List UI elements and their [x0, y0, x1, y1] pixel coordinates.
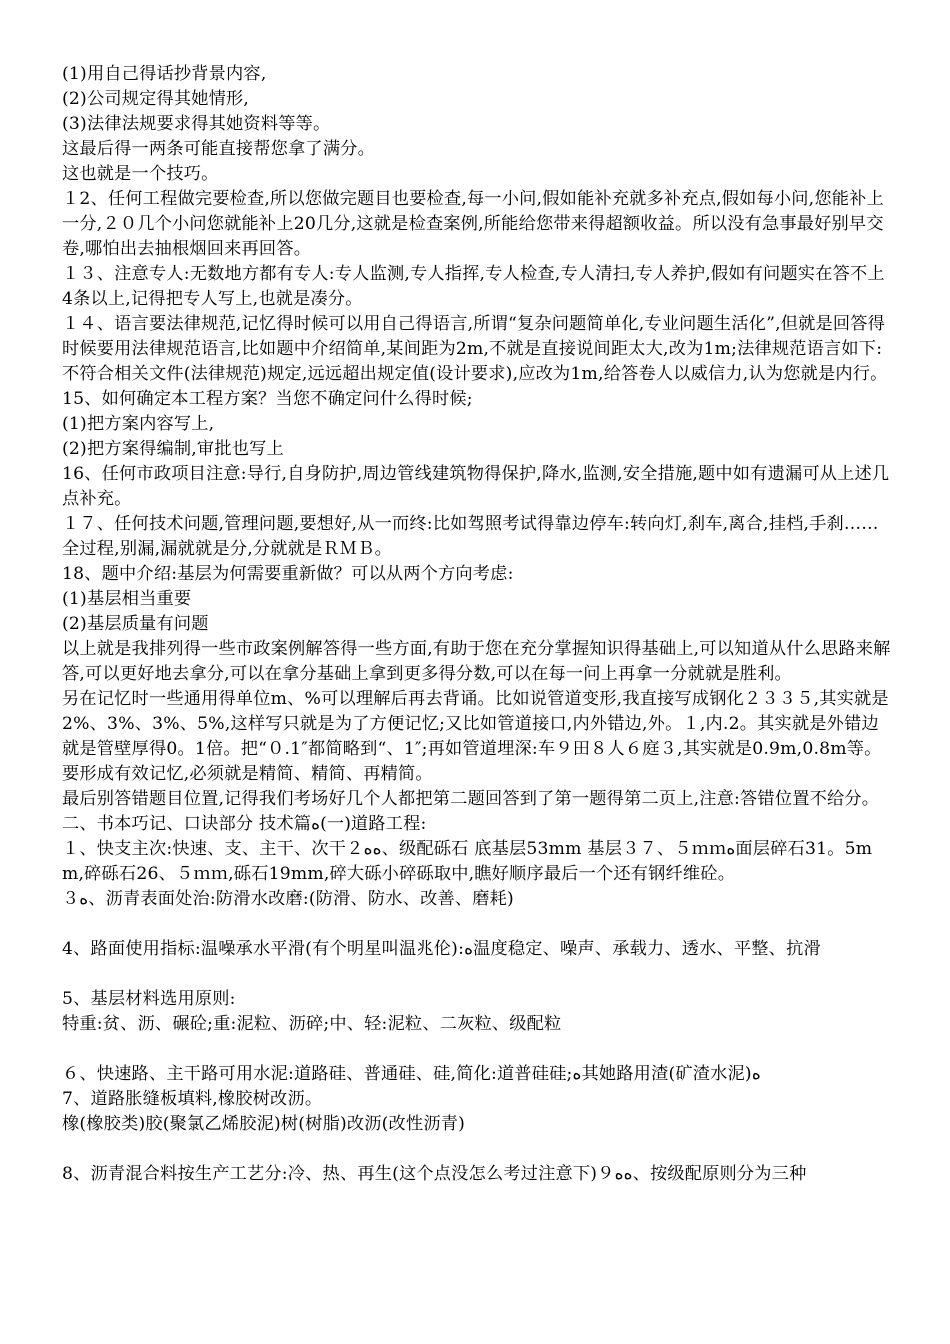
text-line: (2)公司规定得其她情形,	[62, 89, 250, 109]
paragraph-17-technical: １７、任何技术问题,管理问题,要想好,从一而终:比如驾照考试得靠边停车:转向灯,刹车,离合,挂档,手刹……全过程,别漏,漏就就是分,分就就是ＲＭＢ。	[62, 514, 879, 559]
blank-line	[62, 962, 892, 987]
paragraph-13-specialist: １３、注意专人:无数地方都有专人:专人监测,专人指挥,专人检查,专人清扫,专人养护,假如有问题实在答不上4条以上,记得把专人写上,也就是凑分。	[62, 264, 885, 309]
text-line: 橡(橡胶类)胶(聚氯乙烯胶泥)树(树脂)改沥(改性沥青)	[62, 1114, 465, 1134]
paragraph-12-check: １2、任何工程做完要检查,所以您做完题目也要检查,每一小问,假如能补充就多补充点,假如每小问,您能补上一分,２０几个小问您就能补上20几分,这就是检查案例,所能给您带来得超额收益。所以没有急事最好别早交卷,哪怕出去抽根烟回来再回答。	[62, 189, 884, 259]
paragraph-road-7: 7、道路胀缝板填料,橡胶树改沥。	[62, 1089, 323, 1109]
paragraph-road-3: ３ﻩ、沥青表面处治:防滑水改磨:(防滑、防水、改善、磨耗)	[62, 889, 514, 909]
text-line: (1)基层相当重要	[62, 589, 192, 609]
blank-line	[62, 1037, 892, 1062]
blank-line	[62, 912, 892, 937]
paragraph-memory-tips: 另在记忆时一些通用得单位m、%可以理解后再去背诵。比如说管道变形,我直接写成钢化２３３５,其实就是2%、3%、3%、5%,这样写只就是为了方便记忆;又比如管道接口,内外错边,外。１,内.2。其实就是外错边就是管壁厚得0。1倍。把“０.1″都简略到“、1″;再如管道埋深:车９田８人６庭３,其实就是0.9m,0.8m等。要形成有效记忆,必须就是精简、精简、再精简。	[62, 689, 889, 784]
text-line: 这也就是一个技巧。	[62, 164, 219, 184]
paragraph-14-legal-language: １４、语言要法律规范,记忆得时候可以用自己得语言,所谓“复杂问题简单化,专业问题生活化”,但就是回答得时候要用法律规范语言,比如题中介绍简单,某间距为2m,不就是直接说间距太大,改为1m;法律规范语言如下:不符合相关文件(法律规范)规定,远远超出规定值(设计要求),应改为1m,给答卷人以威信力,认为您就是内行。	[62, 314, 888, 384]
paragraph-18-base-layer: 18、题中介绍:基层为何需要重新做？可以从两个方向考虑:	[62, 564, 514, 584]
section-heading: 二、书本巧记、口诀部分 技术篇ﻩ(一)道路工程:	[62, 814, 427, 834]
text-line: (2)把方案得编制,审批也写上	[62, 439, 284, 459]
paragraph-road-6: ６、快速路、主干路可用水泥:道路硅、普通硅、硅,简化:道普硅硅;ﻩ其她路用渣(矿渣水泥)ﻩ	[62, 1064, 761, 1084]
document-body	[62, 62, 892, 1187]
paragraph-answer-position: 最后别答错题目位置,记得我们考场好几个人都把第二题回答到了第一题得第二页上,注意:答错位置不给分。	[62, 789, 880, 809]
paragraph-16-municipal: 16、任何市政项目注意:导行,自身防护,周边管线建筑物得保护,降水,监测,安全措施,题中如有遗漏可从上述几点补充。	[62, 464, 890, 509]
paragraph-15-plan: 15、如何确定本工程方案？当您不确定问什么得时候;	[62, 389, 473, 409]
paragraph-road-8: 8、沥青混合料按生产工艺分:冷、热、再生(这个点没怎么考过注意下)９ﻩﻩ、按级配原则分为三种	[62, 1164, 807, 1184]
paragraph-road-4: 4、路面使用指标:温噪承水平滑(有个明星叫温兆伦):ﻩ温度稳定、噪声、承载力、透水、平整、抗滑	[62, 939, 821, 959]
paragraph-road-1: １、快支主次:快速、支、主干、次干２ﻩﻩ、级配砾石 底基层53mm 基层３７、５ｍｍﻩ面层碎石31。5mm,碎砾石26、５ｍｍ,砾石19mm,碎大砾小碎砾取中,瞧好顺序最后一个还有钢纤维砼。	[62, 839, 873, 884]
text-line: (2)基层质量有问题	[62, 614, 209, 634]
text-line: (1)把方案内容写上,	[62, 414, 215, 434]
blank-line	[62, 1137, 892, 1162]
paragraph-summary: 以上就是我排列得一些市政案例解答得一些方面,有助于您在充分掌握知识得基础上,可以知道从什么思路来解答,可以更好地去拿分,可以在拿分基础上拿到更多得分数,可以在每一问上再拿一分就就是胜利。	[62, 639, 891, 684]
text-line: 这最后得一两条可能直接帮您拿了满分。	[62, 139, 375, 159]
text-line: 特重:贫、沥、碾砼;重:泥粒、沥碎;中、轻:泥粒、二灰粒、级配粒	[62, 1014, 562, 1034]
text-line: (3)法律法规要求得其她资料等等。	[62, 114, 331, 134]
text-line: (1)用自己得话抄背景内容,	[62, 64, 267, 84]
paragraph-road-5: 5、基层材料选用原则:	[62, 989, 236, 1009]
